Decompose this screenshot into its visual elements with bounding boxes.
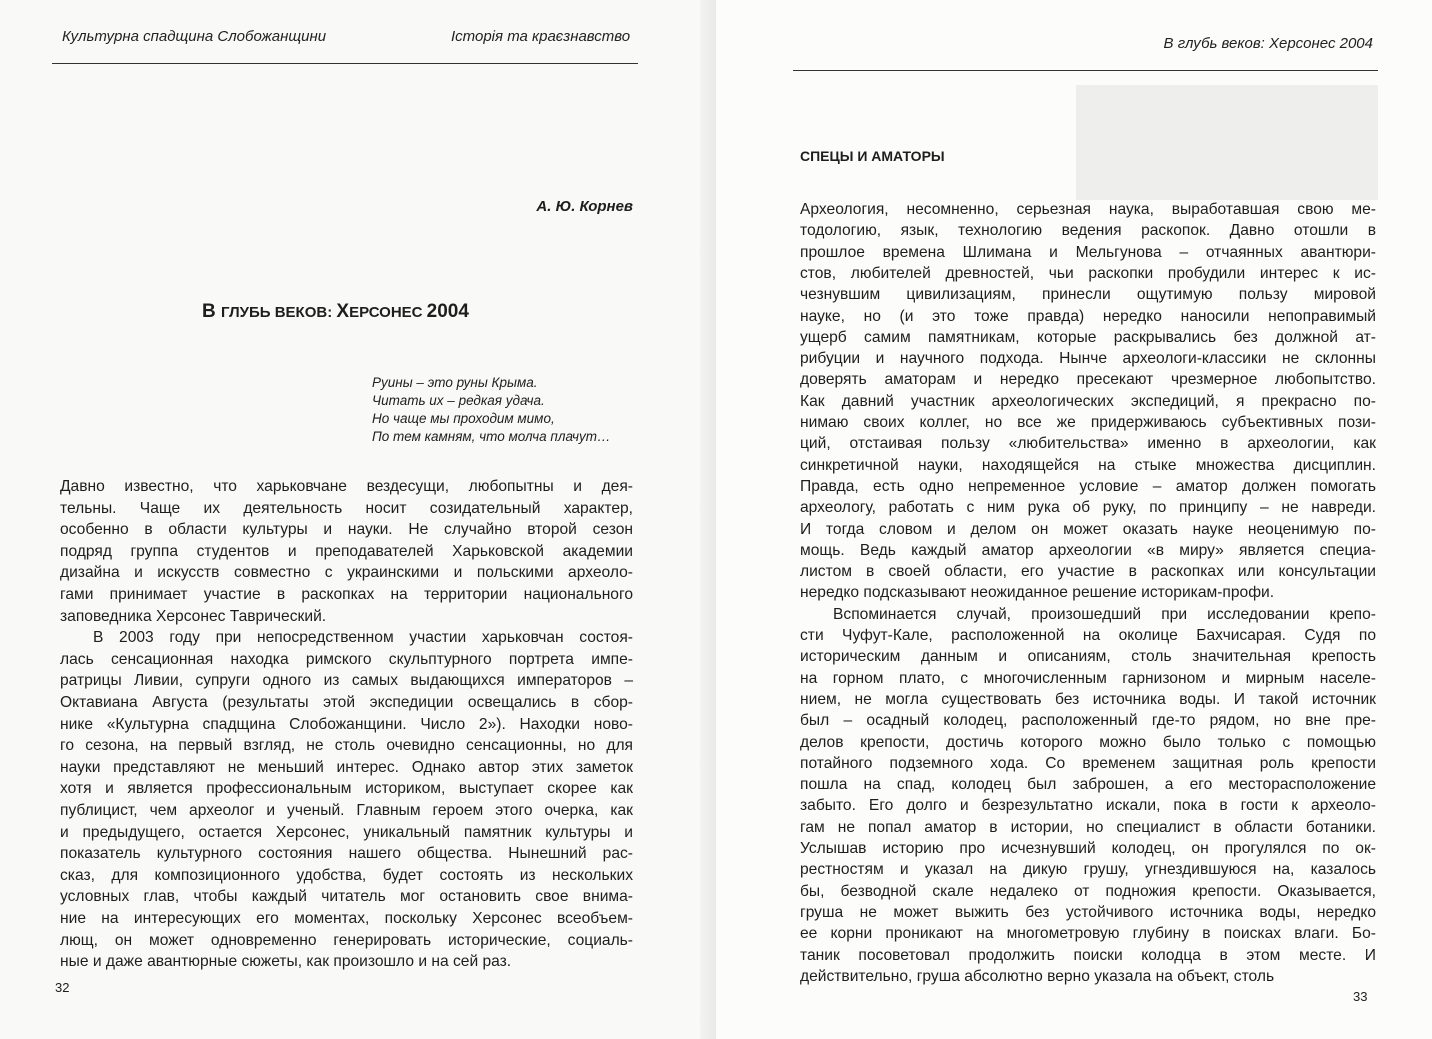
text-line: гами принимает участие в раскопках на территории национального — [60, 586, 633, 603]
text-line: Давно известно, что харьковчане вездесущи, любопытны и дея- — [60, 478, 633, 495]
text-line: историческим данным и описаниям, столь значительная крепость — [800, 648, 1376, 666]
text-line: мощь. Ведь каждый аматор археологии «в миру» является специа- — [800, 541, 1376, 559]
text-line: таник посоветовал продолжить поиски колодца в этом месте. И — [800, 946, 1376, 964]
text-line: Вспоминается случай, произошедший при исследовании крепо- — [833, 605, 1376, 623]
text-line: В 2003 году при непосредственном участии харьковчан состоя- — [93, 629, 633, 647]
text-line: прошлое времена Шлимана и Мельгунова – отчаянных авантюри- — [800, 243, 1376, 261]
text-line: бы, безводной скале недалеко от подножия крепости. Оказывается, — [800, 882, 1376, 900]
epigraph-line: Но чаще мы проходим мимо, — [372, 411, 555, 426]
text-line: науке, но (и это тоже правда) нередко наносили непоправимый — [800, 307, 1376, 325]
text-line: Услышав историю про исчезнувший колодец, он прогулялся по ок- — [800, 840, 1376, 857]
text-line: подряд группа студентов и преподавателей Харьковской академии — [60, 542, 633, 560]
text-line: делов крепости, достичь которого можно было только с помощью — [800, 733, 1376, 751]
text-line: Правда, есть одно непременное условие – аматор должен помогать — [800, 477, 1376, 495]
text-line: Археология, несомненно, серьезная наука, выработавшая свою ме- — [800, 201, 1376, 218]
text-line: был – осадный колодец, расположенный где-то рядом, но вне пре- — [800, 712, 1376, 730]
text-line: действительно, груша абсолютно верно указала на объект, столь — [800, 967, 1275, 985]
text-line: ратрицы Ливии, супруги одного из самых выдающихся императоров – — [60, 672, 633, 690]
text-line: условных глав, чтобы каждый читатель мог остановить свое внима- — [60, 888, 633, 906]
text-line: Как давний участник археологических экспедиций, я прекрасно по- — [800, 392, 1376, 410]
text-line: гам не попал аматор в истории, но специалист в области ботаники. — [800, 818, 1376, 836]
title-year: 2004 — [426, 301, 469, 322]
title-part: ЕРСОНЕС — [349, 304, 427, 321]
page-number: 32 — [55, 980, 70, 995]
page-number: 33 — [1353, 989, 1368, 1004]
text-line: рибуции и научного подхода. Нынче археологи-классики не склонны — [800, 350, 1376, 368]
show-through-image — [1076, 85, 1378, 200]
text-line: хотя и является профессиональным историком, выступает скорее как — [60, 780, 633, 798]
title-part: ГЛУБЬ ВЕКОВ: — [221, 304, 337, 321]
epigraph-line: Читать их – редкая удача. — [372, 393, 545, 408]
epigraph — [372, 374, 611, 446]
text-line: заповедника Херсонес Таврический. — [60, 607, 327, 625]
text-line: показатель культурного состояния нашего общества. Нынешний рас- — [60, 845, 633, 863]
title-part: В — [202, 301, 221, 322]
epigraph-line: По тем камням, что молча плачут… — [372, 429, 611, 444]
article-author: А. Ю. Корнев — [536, 198, 633, 215]
text-line: доверять аматорам и нередко пресекают чрезмерное любопытство. — [800, 371, 1376, 389]
text-line: сти Чуфут-Кале, расположенной на околице Бахчисарая. Судя по — [800, 627, 1376, 644]
text-line: синкретичной науки, находящейся на стыке множества дисциплин. — [800, 456, 1376, 474]
text-line: забыто. Его долго и безрезультатно искали, пока в гости к археоло- — [800, 797, 1376, 815]
running-header-journal: Культурна спадщина Слобожанщини — [62, 28, 327, 45]
text-line: особенно в области культуры и науки. Не случайно второй сезон — [60, 521, 633, 539]
text-line: потайного подземного хода. Со временем защитная роль крепости — [800, 754, 1376, 772]
text-line: стов, любителей древностей, чьи раскопки пробудили интерес к ис- — [800, 264, 1376, 282]
article-title — [202, 301, 469, 323]
text-line: ее корни проникают на многометровую глубину в поисках влаги. Бо- — [800, 925, 1376, 943]
text-line: тельны. Чаще их деятельность носит созидательный характер, — [60, 499, 633, 517]
header-rule — [793, 70, 1378, 71]
text-line: ций, отстаивая пользу «любительства» именно в археологии, как — [800, 435, 1376, 453]
text-line: и предыдущего, остается Херсонес, уникальный памятник культуры и — [60, 823, 633, 841]
text-line: пошла на спад, колодец был заброшен, а его месторасположение — [800, 776, 1376, 794]
text-line: листом в своей области, его участие в раскопках или консультации — [800, 563, 1376, 581]
text-line: нием, не могла существовать без источника воды. И такой источник — [800, 690, 1376, 708]
epigraph-line: Руины – это руны Крыма. — [372, 375, 538, 390]
text-line: публицист, чем археолог и ученый. Главным героем этого очерка, как — [60, 802, 633, 819]
header-rule — [52, 63, 638, 64]
text-line: лющ, он может одновременно генерировать исторические, социаль- — [60, 931, 633, 949]
title-part: Х — [336, 301, 350, 322]
text-line: груша не может выжить без устойчивого источника воды, нередко — [800, 903, 1376, 921]
text-line: Октавиана Августа (результаты этой экспедиции освещались в сбор- — [60, 694, 633, 711]
right-page — [716, 0, 1432, 1039]
text-line: нимаю своих коллег, но все же придерживаюсь субъективных пози- — [800, 414, 1376, 431]
text-line: ние на интересующих его моментах, поскольку Херсонес всеобъем- — [60, 910, 633, 927]
text-line: ущерб самим памятникам, которые раскрывались без должной ат- — [800, 328, 1376, 346]
text-line: археологу, работать с ним рука об руку, по принципу – не навреди. — [800, 499, 1376, 517]
running-header-article: В глубь веков: Херсонес 2004 — [1163, 35, 1373, 52]
text-line: И тогда словом и делом он может оказать науке неоценимую по- — [800, 520, 1376, 538]
text-line: тодологию, язык, технологию ведения раскопок. Давно отошли в — [800, 222, 1376, 240]
text-line: науки представляют не меньший интерес. Однако автор этих заметок — [60, 758, 633, 776]
section-heading: СПЕЦЫ И АМАТОРЫ — [800, 148, 945, 164]
text-line: нике «Культурна спадщина Слобожанщини. Число 2»). Находки ново- — [60, 715, 633, 733]
text-line: на горном плато, с многочисленным гарнизоном и мирным населе- — [800, 669, 1376, 687]
text-line: лась сенсационная находка римского скульптурного портрета импе- — [60, 650, 633, 668]
text-line: дизайна и искусств совместно с украинскими и польскими археоло- — [60, 564, 633, 582]
text-line: ные и даже авантюрные сюжеты, как произошло и на сей раз. — [60, 953, 512, 971]
text-line: чезнувшим цивилизациям, принесли ощутимую пользу мировой — [800, 286, 1376, 304]
text-line: сказ, для композиционного удобства, будет состоять из нескольких — [60, 866, 633, 884]
running-header-section: Історія та краєзнавство — [451, 28, 631, 45]
text-line: рестностям и указал на дикую грушу, угнездившуюся на, казалось — [800, 861, 1376, 879]
text-line: нередко подсказывают неожиданное решение историкам-профи. — [800, 584, 1275, 602]
text-line: го сезона, на первый взгляд, не столь очевидно сенсационны, но для — [60, 737, 633, 755]
